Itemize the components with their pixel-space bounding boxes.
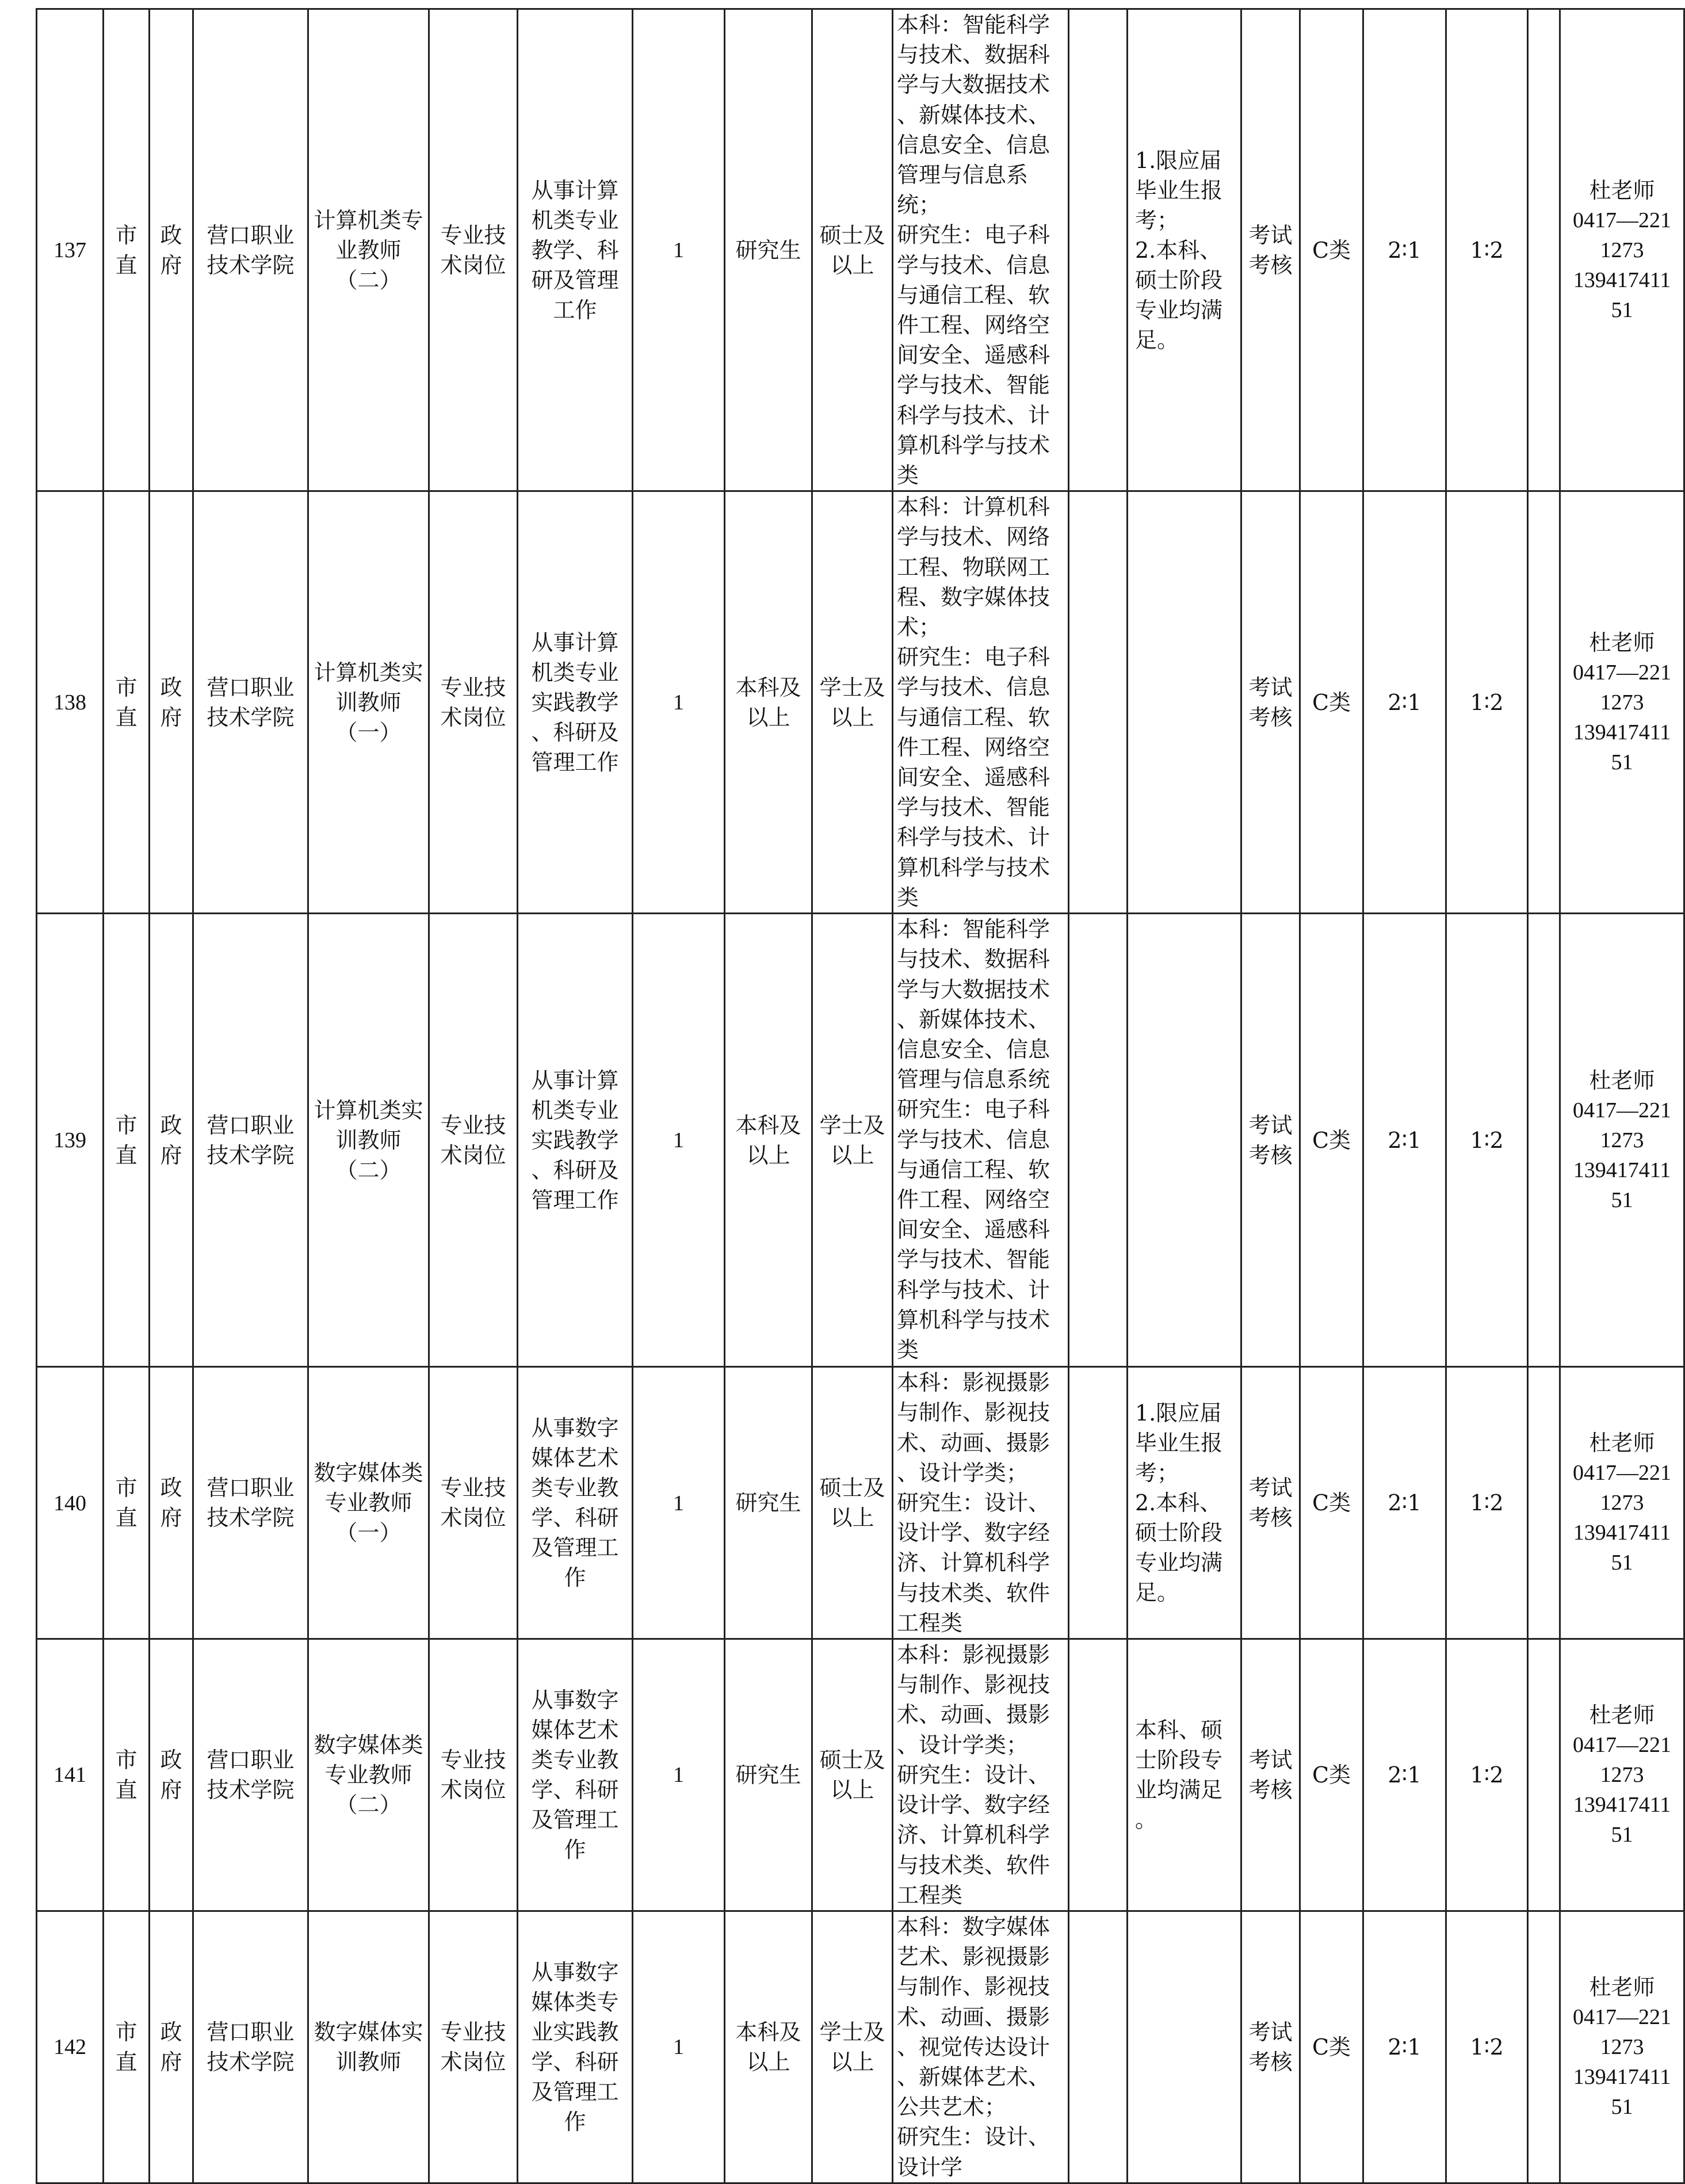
contact-mobile: 139417411 bbox=[1573, 1521, 1671, 1545]
type-cell: 政府 bbox=[150, 1911, 193, 2183]
contact-name: 杜老师 bbox=[1589, 1067, 1655, 1093]
position-cell: 计算机类专 业教师 （二） bbox=[308, 9, 429, 491]
contact-phone: 1273 bbox=[1600, 1128, 1644, 1152]
row-number-cell: 138 bbox=[37, 491, 104, 914]
contact-mobile: 139417411 bbox=[1573, 2064, 1671, 2089]
table-row bbox=[37, 1639, 1684, 1911]
unit-cell: 营口职业 技术学院 bbox=[193, 491, 308, 914]
duty-cell: 从事数字 媒体类专 业实践教 学、科研 及管理工 作 bbox=[518, 1911, 633, 2183]
contact-cell bbox=[1560, 491, 1684, 914]
ratio-cell: 1∶2 bbox=[1446, 1367, 1528, 1639]
note-cell: 本科、硕 士阶段专 业均满足 。 bbox=[1128, 1639, 1241, 1911]
ratio-cell: 1∶2 bbox=[1446, 9, 1528, 491]
note-cell: 1.限应届 毕业生报 考； 2.本科、 硕士阶段 专业均满 足。 bbox=[1128, 1367, 1241, 1639]
ratio-cell: 1∶2 bbox=[1446, 914, 1528, 1367]
blank-cell bbox=[1528, 1639, 1560, 1911]
ratio-cell: 2∶1 bbox=[1363, 9, 1446, 491]
extra-cell bbox=[1069, 1639, 1128, 1911]
table-row bbox=[37, 1367, 1684, 1639]
blank-cell bbox=[1528, 914, 1560, 1367]
degree-cell: 学士及 以上 bbox=[812, 1911, 893, 2183]
ratio-cell: 2∶1 bbox=[1363, 914, 1446, 1367]
class-cell: C类 bbox=[1300, 491, 1363, 914]
category-cell: 专业技 术岗位 bbox=[429, 914, 518, 1367]
contact-phone: 0417—221 bbox=[1573, 208, 1671, 232]
major-cell: 本科：智能科学 与技术、数据科 学与大数据技术 、新媒体技术、 信息安全、信息 管理与信息系统 研究生：电子科 学与技术、信息 与通信工程、软 件工程、网络空 间安全、遥感科 学与技术、智能 科学与技术、计 算机科学与技术 类 bbox=[893, 914, 1069, 1367]
note-cell bbox=[1128, 914, 1241, 1367]
contact-phone: 0417—221 bbox=[1573, 1098, 1671, 1122]
duty-cell: 从事数字 媒体艺术 类专业教 学、科研 及管理工 作 bbox=[518, 1639, 633, 1911]
table-row bbox=[37, 914, 1684, 1367]
major-cell: 本科：智能科学 与技术、数据科 学与大数据技术 、新媒体技术、 信息安全、信息 管理与信息系 统； 研究生：电子科 学与技术、信息 与通信工程、软 件工程、网络空 间安全、遥感科 学与技术、智能 科学与技术、计 算机科学与技术 类 bbox=[893, 9, 1069, 491]
ratio-cell: 1∶2 bbox=[1446, 1911, 1528, 2183]
level-cell: 市直 bbox=[104, 491, 150, 914]
degree-cell: 硕士及 以上 bbox=[812, 1639, 893, 1911]
method-cell: 考试 考核 bbox=[1241, 1911, 1300, 2183]
category-cell: 专业技 术岗位 bbox=[429, 491, 518, 914]
level-cell: 市直 bbox=[104, 1639, 150, 1911]
ratio-cell: 1∶2 bbox=[1446, 491, 1528, 914]
contact-mobile: 139417411 bbox=[1573, 268, 1671, 292]
position-cell: 计算机类实 训教师 （一） bbox=[308, 491, 429, 914]
education-cell: 研究生 bbox=[725, 9, 812, 491]
level-cell: 市直 bbox=[104, 1911, 150, 2183]
count-cell: 1 bbox=[633, 9, 725, 491]
position-cell: 数字媒体类 专业教师 （二） bbox=[308, 1639, 429, 1911]
ratio-cell: 2∶1 bbox=[1363, 1639, 1446, 1911]
row-number-cell: 137 bbox=[37, 9, 104, 491]
contact-phone: 0417—221 bbox=[1573, 1461, 1671, 1486]
position-cell: 计算机类实 训教师 （二） bbox=[308, 914, 429, 1367]
duty-cell: 从事数字 媒体艺术 类专业教 学、科研 及管理工 作 bbox=[518, 1367, 633, 1639]
category-cell: 专业技 术岗位 bbox=[429, 1911, 518, 2183]
duty-cell: 从事计算 机类专业 教学、科 研及管理 工作 bbox=[518, 9, 633, 491]
type-cell: 政府 bbox=[150, 491, 193, 914]
degree-cell: 学士及 以上 bbox=[812, 491, 893, 914]
row-number-cell: 142 bbox=[37, 1911, 104, 2183]
contact-phone: 0417—221 bbox=[1573, 660, 1671, 685]
class-cell: C类 bbox=[1300, 914, 1363, 1367]
unit-cell: 营口职业 技术学院 bbox=[193, 1639, 308, 1911]
major-cell: 本科：数字媒体 艺术、影视摄影 与制作、影视技 术、动画、摄影 、视觉传达设计 、新媒体艺术、 公共艺术； 研究生：设计、 设计学 bbox=[893, 1911, 1069, 2183]
ratio-cell: 2∶1 bbox=[1363, 1911, 1446, 2183]
category-cell: 专业技 术岗位 bbox=[429, 9, 518, 491]
count-cell: 1 bbox=[633, 1639, 725, 1911]
class-cell: C类 bbox=[1300, 1639, 1363, 1911]
unit-cell: 营口职业 技术学院 bbox=[193, 1911, 308, 2183]
contact-mobile: 51 bbox=[1611, 1188, 1633, 1212]
contact-name: 杜老师 bbox=[1589, 1430, 1655, 1456]
category-cell: 专业技 术岗位 bbox=[429, 1367, 518, 1639]
contact-name: 杜老师 bbox=[1589, 629, 1655, 655]
contact-mobile: 51 bbox=[1611, 1822, 1633, 1847]
contact-phone: 1273 bbox=[1600, 2034, 1644, 2059]
row-number-cell: 139 bbox=[37, 914, 104, 1367]
note-cell: 1.限应届 毕业生报 考； 2.本科、 硕士阶段 专业均满 足。 bbox=[1128, 9, 1241, 491]
contact-mobile: 51 bbox=[1611, 750, 1633, 774]
education-cell: 研究生 bbox=[725, 1639, 812, 1911]
extra-cell bbox=[1069, 491, 1128, 914]
contact-name: 杜老师 bbox=[1589, 177, 1655, 203]
education-cell: 本科及 以上 bbox=[725, 491, 812, 914]
category-cell: 专业技 术岗位 bbox=[429, 1639, 518, 1911]
degree-cell: 硕士及 以上 bbox=[812, 1367, 893, 1639]
recruitment-table bbox=[36, 8, 1685, 2184]
duty-cell: 从事计算 机类专业 实践教学 、科研及 管理工作 bbox=[518, 491, 633, 914]
type-cell: 政府 bbox=[150, 1367, 193, 1639]
level-cell: 市直 bbox=[104, 914, 150, 1367]
contact-phone: 0417—221 bbox=[1573, 1732, 1671, 1757]
contact-phone: 1273 bbox=[1600, 690, 1644, 715]
table-row bbox=[37, 491, 1684, 914]
contact-phone: 0417—221 bbox=[1573, 2004, 1671, 2029]
major-cell: 本科：影视摄影 与制作、影视技 术、动画、摄影 、设计学类； 研究生：设计、 设计学、数字经 济、计算机科学 与技术类、软件 工程类 bbox=[893, 1639, 1069, 1911]
type-cell: 政府 bbox=[150, 914, 193, 1367]
education-cell: 研究生 bbox=[725, 1367, 812, 1639]
method-cell: 考试 考核 bbox=[1241, 914, 1300, 1367]
contact-name: 杜老师 bbox=[1589, 1974, 1655, 2000]
contact-phone: 1273 bbox=[1600, 238, 1644, 262]
extra-cell bbox=[1069, 1367, 1128, 1639]
major-cell: 本科：计算机科 学与技术、网络 工程、物联网工 程、数字媒体技 术； 研究生：电子科 学与技术、信息 与通信工程、软 件工程、网络空 间安全、遥感科 学与技术、智能 科学与技术、计 算机科学与技术 类 bbox=[893, 491, 1069, 914]
unit-cell: 营口职业 技术学院 bbox=[193, 9, 308, 491]
blank-cell bbox=[1528, 9, 1560, 491]
education-cell: 本科及 以上 bbox=[725, 1911, 812, 2183]
extra-cell bbox=[1069, 914, 1128, 1367]
type-cell: 政府 bbox=[150, 9, 193, 491]
contact-mobile: 139417411 bbox=[1573, 1158, 1671, 1182]
contact-cell bbox=[1560, 1639, 1684, 1911]
row-number-cell: 141 bbox=[37, 1639, 104, 1911]
method-cell: 考试 考核 bbox=[1241, 9, 1300, 491]
contact-cell bbox=[1560, 1911, 1684, 2183]
table-row bbox=[37, 9, 1684, 491]
note-cell bbox=[1128, 491, 1241, 914]
method-cell: 考试 考核 bbox=[1241, 1639, 1300, 1911]
ratio-cell: 2∶1 bbox=[1363, 1367, 1446, 1639]
row-number-cell: 140 bbox=[37, 1367, 104, 1639]
unit-cell: 营口职业 技术学院 bbox=[193, 1367, 308, 1639]
method-cell: 考试 考核 bbox=[1241, 1367, 1300, 1639]
ratio-cell: 1∶2 bbox=[1446, 1639, 1528, 1911]
count-cell: 1 bbox=[633, 1367, 725, 1639]
contact-mobile: 51 bbox=[1611, 1551, 1633, 1575]
level-cell: 市直 bbox=[104, 9, 150, 491]
contact-cell bbox=[1560, 9, 1684, 491]
blank-cell bbox=[1528, 1911, 1560, 2183]
count-cell: 1 bbox=[633, 1911, 725, 2183]
table-row bbox=[37, 1911, 1684, 2183]
contact-phone: 1273 bbox=[1600, 1762, 1644, 1787]
education-cell: 本科及 以上 bbox=[725, 914, 812, 1367]
contact-mobile: 139417411 bbox=[1573, 1792, 1671, 1817]
class-cell: C类 bbox=[1300, 1367, 1363, 1639]
blank-cell bbox=[1528, 1367, 1560, 1639]
extra-cell bbox=[1069, 1911, 1128, 2183]
count-cell: 1 bbox=[633, 491, 725, 914]
blank-cell bbox=[1528, 491, 1560, 914]
class-cell: C类 bbox=[1300, 9, 1363, 491]
type-cell: 政府 bbox=[150, 1639, 193, 1911]
position-cell: 数字媒体类 专业教师 （一） bbox=[308, 1367, 429, 1639]
contact-mobile: 139417411 bbox=[1573, 720, 1671, 744]
contact-cell bbox=[1560, 914, 1684, 1367]
note-cell bbox=[1128, 1911, 1241, 2183]
position-cell: 数字媒体实 训教师 bbox=[308, 1911, 429, 2183]
contact-cell bbox=[1560, 1367, 1684, 1639]
contact-mobile: 51 bbox=[1611, 2094, 1633, 2119]
major-cell: 本科：影视摄影 与制作、影视技 术、动画、摄影 、设计学类； 研究生：设计、 设计学、数字经 济、计算机科学 与技术类、软件 工程类 bbox=[893, 1367, 1069, 1639]
count-cell: 1 bbox=[633, 914, 725, 1367]
level-cell: 市直 bbox=[104, 1367, 150, 1639]
class-cell: C类 bbox=[1300, 1911, 1363, 2183]
degree-cell: 硕士及 以上 bbox=[812, 9, 893, 491]
contact-name: 杜老师 bbox=[1589, 1702, 1655, 1728]
method-cell: 考试 考核 bbox=[1241, 491, 1300, 914]
table-body bbox=[37, 9, 1684, 2183]
ratio-cell: 2∶1 bbox=[1363, 491, 1446, 914]
unit-cell: 营口职业 技术学院 bbox=[193, 914, 308, 1367]
contact-phone: 1273 bbox=[1600, 1491, 1644, 1515]
extra-cell bbox=[1069, 9, 1128, 491]
degree-cell: 学士及 以上 bbox=[812, 914, 893, 1367]
contact-mobile: 51 bbox=[1611, 297, 1633, 322]
duty-cell: 从事计算 机类专业 实践教学 、科研及 管理工作 bbox=[518, 914, 633, 1367]
